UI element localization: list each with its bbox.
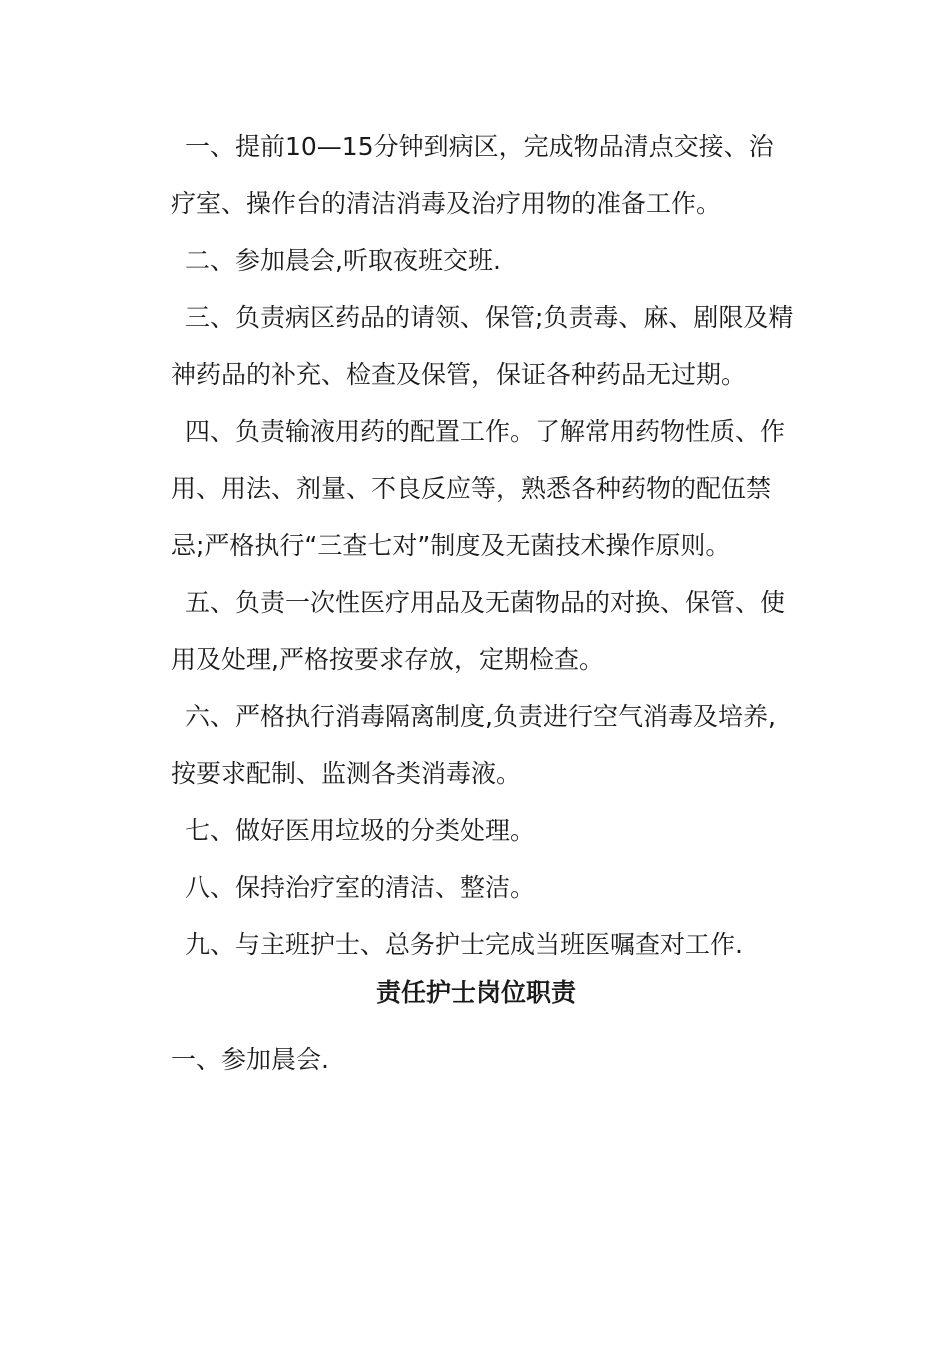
paragraph-2: 二、参加晨会,听取夜班交班. [185, 246, 501, 275]
next-paragraph: 一、参加晨会. [171, 1045, 329, 1074]
paragraph-4: 四、负责输液用药的配置工作。了解常用药物性质、作用、用法、剂量、不良反应等，熟悉各种药物的配伍禁忌;严格执行“三查七对”制度及无菌技术操作原则。 [171, 417, 786, 560]
paragraph-7: 七、做好医用垃圾的分类处理。 [185, 816, 536, 845]
paragraph-8: 八、保持治疗室的清洁、整洁。 [185, 873, 536, 902]
paragraph-3: 三、负责病区药品的请领、保管;负责毒、麻、剧限及精神药品的补充、检查及保管，保证各种药品无过期。 [171, 303, 794, 389]
paragraph-9: 九、与主班护士、总务护士完成当班医嘱查对工作. [185, 930, 743, 959]
paragraph-6: 六、严格执行消毒隔离制度,负责进行空气消毒及培养,按要求配制、监测各类消毒液。 [171, 702, 776, 788]
section-title: 责任护士岗位职责 [375, 978, 576, 1007]
document-content [171, 118, 796, 1088]
paragraph-1: 一、提前10—15分钟到病区，完成物品清点交接、治疗室、操作台的清洁消毒及治疗用物的准备工作。 [171, 132, 774, 218]
paragraph-5: 五、负责一次性医疗用品及无菌物品的对换、保管、使用及处理,严格按要求存放，定期检查。 [171, 588, 786, 674]
